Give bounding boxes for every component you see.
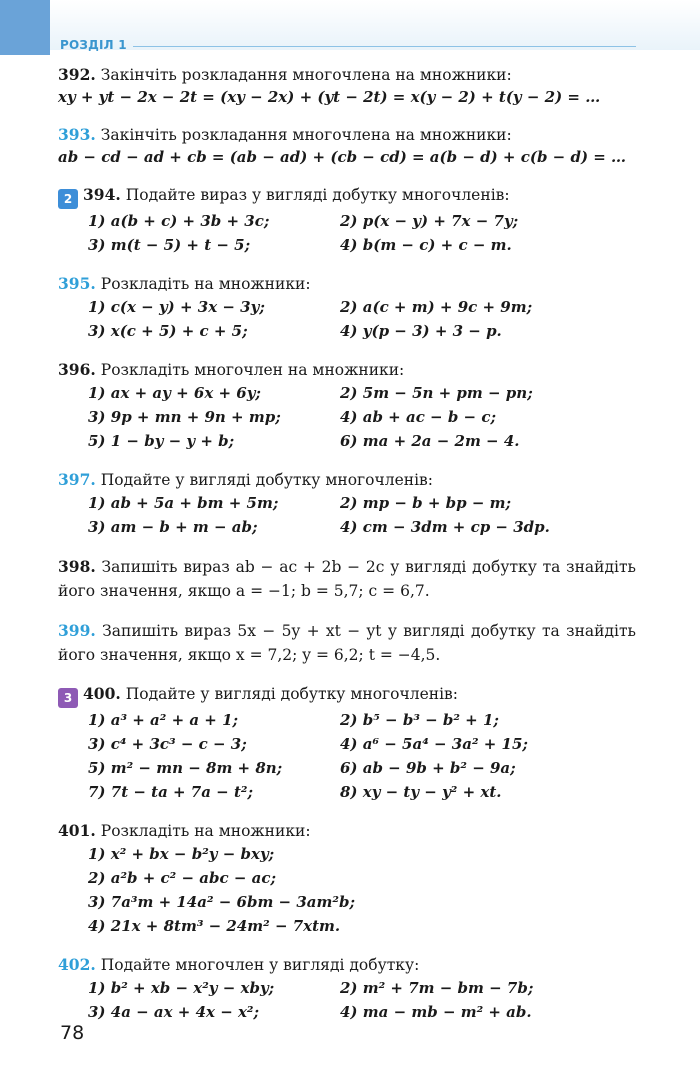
item-list (58, 842, 636, 938)
list-item: 1) c(x − y) + 3x − 3y; (88, 298, 265, 316)
exercise-number: 401. (58, 821, 96, 840)
list-item: 5) m² − mn − 8m + 8n; (88, 759, 283, 777)
exercise-task: Закінчіть розкладання многочлена на множники: (100, 66, 512, 84)
exercise-equation: xy + yt − 2x − 2t = (xy − 2x) + (yt − 2t) = x(y − 2) + t(y − 2) = … (58, 88, 601, 106)
list-item: 4) a⁶ − 5a⁴ − 3a² + 15; (340, 735, 528, 753)
exercise-number: 398. (58, 557, 96, 576)
list-item: 4) y(p − 3) + 3 − p. (340, 322, 502, 340)
section-header (60, 38, 636, 52)
exercise-task: Подайте вираз у вигляді добутку многочленів: (125, 186, 510, 204)
exercise-number: 395. (58, 274, 96, 293)
item-grid (58, 209, 636, 257)
exercise-number: 392. (58, 65, 96, 84)
list-item: 3) m(t − 5) + t − 5; (88, 236, 251, 254)
level-3-badge-icon: 3 (58, 688, 78, 708)
list-item: 1) ax + ay + 6x + 6y; (88, 384, 261, 402)
item-grid (58, 976, 636, 1024)
section-label: РОЗДІЛ 1 (60, 38, 127, 52)
page-number: 78 (60, 1022, 85, 1044)
exercise-task: Подайте у вигляді добутку многочленів: (100, 471, 433, 489)
exercise-393 (58, 124, 636, 168)
item-grid (58, 381, 636, 453)
list-item: 2) p(x − y) + 7x − 7y; (340, 212, 519, 230)
exercise-number: 396. (58, 360, 96, 379)
list-item: 3) 9p + mn + 9n + mp; (88, 408, 281, 426)
list-item: 3) 7a³m + 14a² − 6bm − 3am²b; (88, 893, 355, 911)
list-item: 4) 21x + 8tm³ − 24m² − 7xtm. (88, 917, 341, 935)
exercise-text: Запишіть вираз ab − ac + 2b − 2c у вигляді добутку та знайдіть його значення, якщо a = −1; b = 5,7; c = 6,7. (58, 558, 636, 600)
exercise-395 (58, 273, 636, 343)
exercise-number: 394. (83, 185, 121, 204)
list-item: 1) b² + xb − x²y − xby; (88, 979, 275, 997)
exercise-task: Закінчіть розкладання многочлена на множники: (100, 126, 512, 144)
item-grid (58, 708, 636, 804)
level-2-badge-icon: 2 (58, 189, 78, 209)
exercise-398 (58, 555, 636, 603)
list-item: 5) 1 − by − y + b; (88, 432, 235, 450)
list-item: 8) xy − ty − y² + xt. (340, 783, 502, 801)
exercise-401 (58, 820, 636, 938)
list-item: 2) mp − b + bp − m; (340, 494, 512, 512)
list-item: 2) a(c + m) + 9c + 9m; (340, 298, 533, 316)
exercise-equation: ab − cd − ad + cb = (ab − ad) + (cb − cd) = a(b − d) + c(b − d) = … (58, 148, 627, 166)
list-item: 1) a(b + c) + 3b + 3c; (88, 212, 270, 230)
exercise-task: Розкладіть на множники: (100, 822, 311, 840)
corner-tab (0, 0, 50, 55)
exercise-402 (58, 954, 636, 1024)
exercise-task: Розкладіть многочлен на множники: (100, 361, 405, 379)
list-item: 1) ab + 5a + bm + 5m; (88, 494, 279, 512)
list-item: 4) b(m − c) + c − m. (340, 236, 512, 254)
list-item: 6) ma + 2a − 2m − 4. (340, 432, 520, 450)
exercise-number: 397. (58, 470, 96, 489)
list-item: 2) m² + 7m − bm − 7b; (340, 979, 534, 997)
list-item: 6) ab − 9b + b² − 9a; (340, 759, 516, 777)
exercise-number: 402. (58, 955, 96, 974)
exercise-394 (58, 184, 636, 257)
exercise-number: 393. (58, 125, 96, 144)
exercise-task: Подайте многочлен у вигляді добутку: (100, 956, 420, 974)
list-item: 3) 4a − ax + 4x − x²; (88, 1003, 260, 1021)
list-item: 3) am − b + m − ab; (88, 518, 258, 536)
exercise-task: Подайте у вигляді добутку многочленів: (125, 685, 458, 703)
exercise-text: Запишіть вираз 5x − 5y + xt − yt у вигляді добутку та знайдіть його значення, якщо x = 7,2; y = 6,2; t = −4,5. (58, 622, 637, 664)
exercise-397 (58, 469, 636, 539)
exercise-400 (58, 683, 636, 804)
exercise-392 (58, 64, 636, 108)
page-content (58, 64, 636, 1040)
list-item: 2) 5m − 5n + pm − pn; (340, 384, 533, 402)
exercise-399 (58, 619, 636, 667)
exercise-task: Розкладіть на множники: (100, 275, 311, 293)
exercise-number: 399. (58, 621, 96, 640)
list-item: 3) x(c + 5) + c + 5; (88, 322, 248, 340)
list-item: 4) cm − 3dm + cp − 3dp. (340, 518, 550, 536)
list-item: 2) b⁵ − b³ − b² + 1; (340, 711, 499, 729)
list-item: 2) a²b + c² − abc − ac; (88, 869, 277, 887)
item-grid (58, 295, 636, 343)
list-item: 4) ma − mb − m² + ab. (340, 1003, 532, 1021)
list-item: 1) x² + bx − b²y − bxy; (88, 845, 275, 863)
list-item: 3) c⁴ + 3c³ − c − 3; (88, 735, 247, 753)
list-item: 7) 7t − ta + 7a − t²; (88, 783, 253, 801)
exercise-number: 400. (83, 684, 121, 703)
item-grid (58, 491, 636, 539)
list-item: 4) ab + ac − b − c; (340, 408, 497, 426)
exercise-396 (58, 359, 636, 453)
list-item: 1) a³ + a² + a + 1; (88, 711, 239, 729)
section-rule (133, 46, 636, 47)
